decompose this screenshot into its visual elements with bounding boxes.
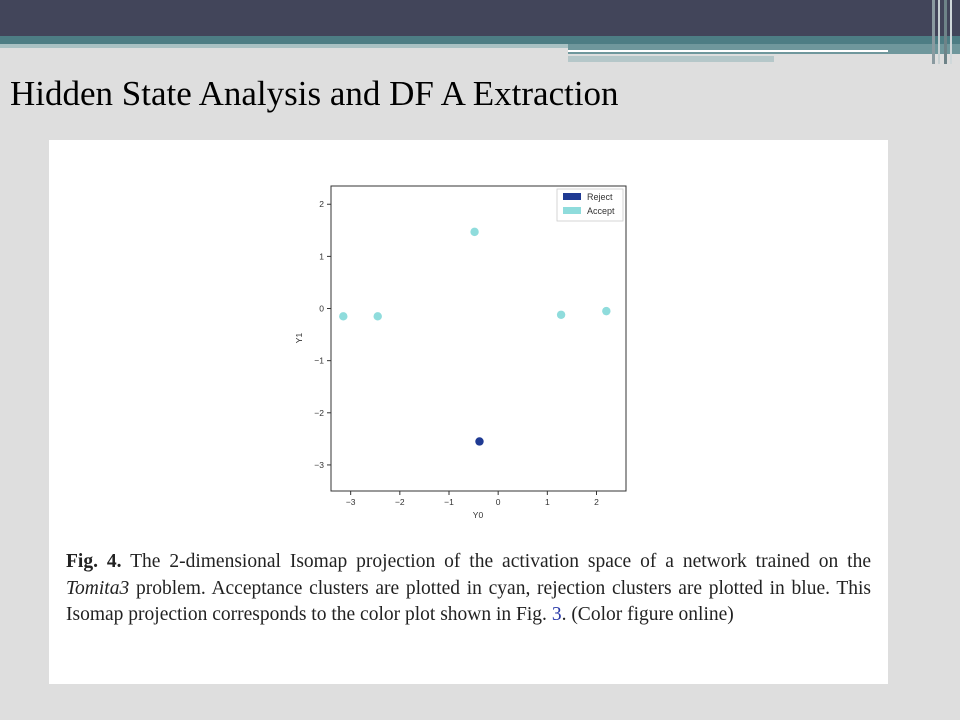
y-tick-label: 0 xyxy=(319,303,324,314)
y-tick-label: 1 xyxy=(319,251,324,262)
y-tick-label: −1 xyxy=(314,355,324,366)
y-tick-label: 2 xyxy=(319,199,324,210)
figure-caption xyxy=(66,549,871,629)
legend-label-reject: Reject xyxy=(587,192,613,202)
caption-figure-reference-link[interactable]: 3 xyxy=(551,604,562,625)
header-accent-strip xyxy=(568,56,774,62)
header-vertical-bar xyxy=(932,0,935,64)
legend-label-accept: Accept xyxy=(587,206,615,216)
header-vertical-bar xyxy=(950,0,952,64)
data-point-accept xyxy=(339,312,347,320)
x-tick-label: −2 xyxy=(394,497,405,507)
scatter-plot xyxy=(49,140,888,540)
caption-italic-problem: Tomita3 xyxy=(66,577,130,599)
header-accent-strip xyxy=(568,44,960,54)
caption-text: problem. Acceptance clusters are plotted in cyan, rejection clusters are plotted in blue. This Isomap projection corresponds to the color plot shown in Fig. xyxy=(66,577,871,625)
caption-text: . (Color figure online) xyxy=(561,604,734,625)
figure-panel xyxy=(49,140,888,684)
y-tick-label: −3 xyxy=(314,459,324,470)
x-tick-label: 0 xyxy=(495,497,501,507)
x-tick-label: −1 xyxy=(444,497,454,507)
y-axis-label: Y1 xyxy=(294,332,304,344)
header-vertical-bar xyxy=(938,0,940,64)
x-tick-label: 2 xyxy=(594,497,599,507)
caption-text: The 2-dimensional Isomap projection of the activation space of a network trained on the xyxy=(121,551,871,572)
legend xyxy=(557,189,623,221)
header-vertical-bar xyxy=(944,0,947,64)
y-tick-label: −2 xyxy=(314,407,324,418)
x-axis-label: Y0 xyxy=(472,510,484,520)
x-tick-label: −3 xyxy=(345,497,356,507)
caption-figure-label: Fig. 4. xyxy=(66,551,122,572)
x-tick-label: 1 xyxy=(544,497,550,507)
legend-swatch-accept xyxy=(563,207,581,214)
header-accent-strip xyxy=(0,44,568,48)
data-point-accept xyxy=(602,307,610,315)
data-point-accept xyxy=(470,228,478,236)
header-accent-line xyxy=(568,50,888,52)
slide-title: Hidden State Analysis and DF A Extraction xyxy=(10,74,619,113)
header-band xyxy=(0,0,960,36)
legend-swatch-reject xyxy=(563,193,581,200)
data-point-accept xyxy=(557,311,565,319)
data-point-accept xyxy=(374,312,382,320)
header-teal-band xyxy=(0,36,960,44)
data-point-reject xyxy=(475,437,483,445)
